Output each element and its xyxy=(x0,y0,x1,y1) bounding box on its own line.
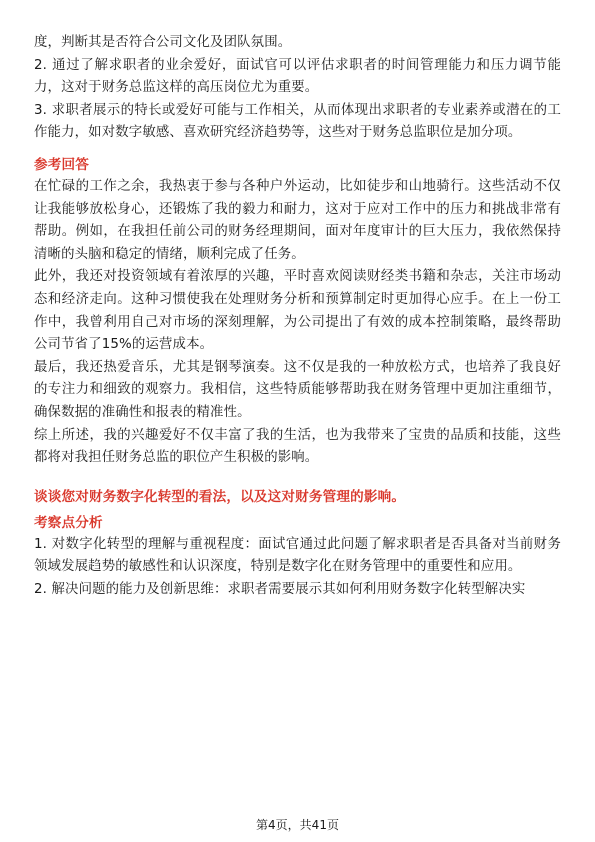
answer-paragraph: 此外，我还对投资领域有着浓厚的兴趣，平时喜欢阅读财经类书籍和杂志，关注市场动态和经济走向。这种习惯使我在处理财务分析和预算制定时更加得心应手。在上一份工作中，我曾利用自己对市场的深刻理解，为公司提出了有效的成本控制策略，最终帮助公司节省了15%的运营成本。 xyxy=(34,269,561,353)
question-title: 谈谈您对财务数字化转型的看法，以及这对财务管理的影响。 xyxy=(34,488,406,505)
analysis-point-1: 1. 对数字化转型的理解与重视程度：面试官通过此问题了解求职者是否具备对当前财务领域发展趋势的敏感性和认识深度，特别是数字化在财务管理中的重要性和应用。 xyxy=(34,536,561,575)
intro-point-3: 3. 求职者展示的特长或爱好可能与工作相关，从而体现出求职者的专业素养或潜在的工作能力，如对数字敏感、喜欢研究经济趋势等，这些对于财务总监职位是加分项。 xyxy=(34,102,561,141)
analysis-point-2: 2. 解决问题的能力及创新思维：求职者需要展示其如何利用财务数字化转型解决实 xyxy=(34,581,526,597)
intro-point-2: 2. 通过了解求职者的业余爱好，面试官可以评估求职者的时间管理能力和压力调节能力，这对于财务总监这样的高压岗位尤为重要。 xyxy=(34,57,561,96)
page-number: 第4页，共41页 xyxy=(256,818,339,832)
document-body xyxy=(34,32,561,601)
answer-paragraph: 在忙碌的工作之余，我热衷于参与各种户外运动，比如徒步和山地骑行。这些活动不仅让我能够放松身心，还锻炼了我的毅力和耐力，这对于应对工作中的压力和挑战非常有帮助。例如，在我担任前公司的财务经理期间，面对年度审计的巨大压力，我依然保持清晰的头脑和稳定的情绪，顺利完成了任务。 xyxy=(34,178,561,262)
analysis-heading: 考察点分析 xyxy=(34,514,103,531)
answer-heading: 参考回答 xyxy=(34,156,89,173)
intro-tail-line: 度，判断其是否符合公司文化及团队氛围。 xyxy=(34,35,292,50)
answer-paragraph: 综上所述，我的兴趣爱好不仅丰富了我的生活，也为我带来了宝贵的品质和技能，这些都将对我担任财务总监的职位产生积极的影响。 xyxy=(34,427,561,466)
answer-paragraph: 最后，我还热爱音乐，尤其是钢琴演奏。这不仅是我的一种放松方式，也培养了我良好的专注力和细致的观察力。我相信，这些特质能够帮助我在财务管理中更加注重细节，确保数据的准确性和报表的精准性。 xyxy=(34,359,561,420)
